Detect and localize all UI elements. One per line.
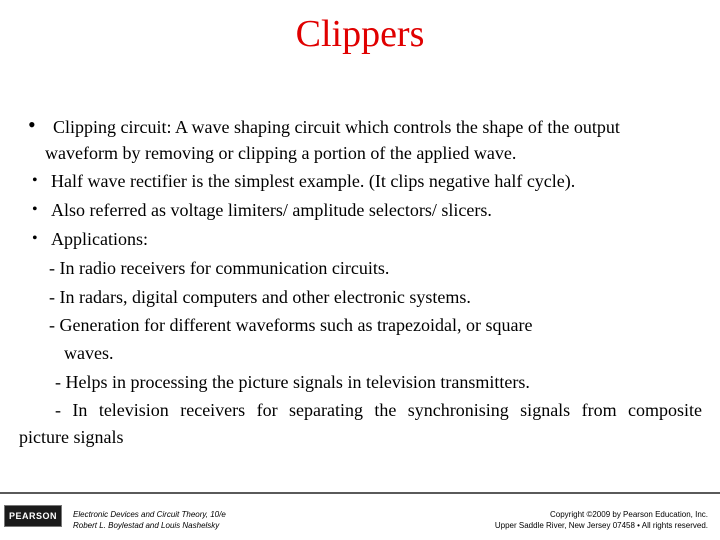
- pearson-logo: PEARSON: [4, 505, 62, 527]
- bullet-1-definition: : A wave shaping circuit which controls the shape of the output: [166, 117, 620, 137]
- application-item-continuation: picture signals: [19, 427, 124, 447]
- footer-authors: Robert L. Boylestad and Louis Nashelsky: [73, 521, 220, 530]
- bullet-3-text: Also referred as voltage limiters/ amplitude selectors/ slicers.: [51, 200, 492, 220]
- bullet-marker: •: [32, 230, 38, 247]
- bullet-marker: •: [32, 172, 38, 189]
- application-item-continuation: waves.: [64, 343, 114, 363]
- bullet-1-continuation: waveform by removing or clipping a portion of the applied wave.: [45, 143, 517, 163]
- application-item: - Helps in processing the picture signals in television transmitters.: [55, 372, 530, 392]
- application-item: - Generation for different waveforms such as trapezoidal, or square: [49, 315, 533, 335]
- footer-copyright: Copyright ©2009 by Pearson Education, Inc.: [550, 510, 708, 519]
- bullet-marker: •: [32, 201, 38, 218]
- footer-book-title: Electronic Devices and Circuit Theory, 10/e: [73, 510, 226, 519]
- bullet-2-text: Half wave rectifier is the simplest example. (It clips negative half cycle).: [51, 171, 576, 191]
- application-item: - In radio receivers for communication circuits.: [49, 258, 390, 278]
- slide-title: Clippers: [295, 13, 425, 55]
- bullet-1-term: Clipping circuit: [53, 117, 167, 137]
- footer-divider: [0, 492, 720, 494]
- application-item: - In television receivers for separating the synchronising signals from composite: [55, 400, 702, 420]
- application-item: - In radars, digital computers and other electronic systems.: [49, 287, 471, 307]
- bullet-1-text: [53, 116, 620, 138]
- footer-address: Upper Saddle River, New Jersey 07458 • All rights reserved.: [494, 521, 708, 530]
- bullet-4-text: Applications:: [51, 229, 148, 249]
- bullet-marker: •: [28, 112, 36, 137]
